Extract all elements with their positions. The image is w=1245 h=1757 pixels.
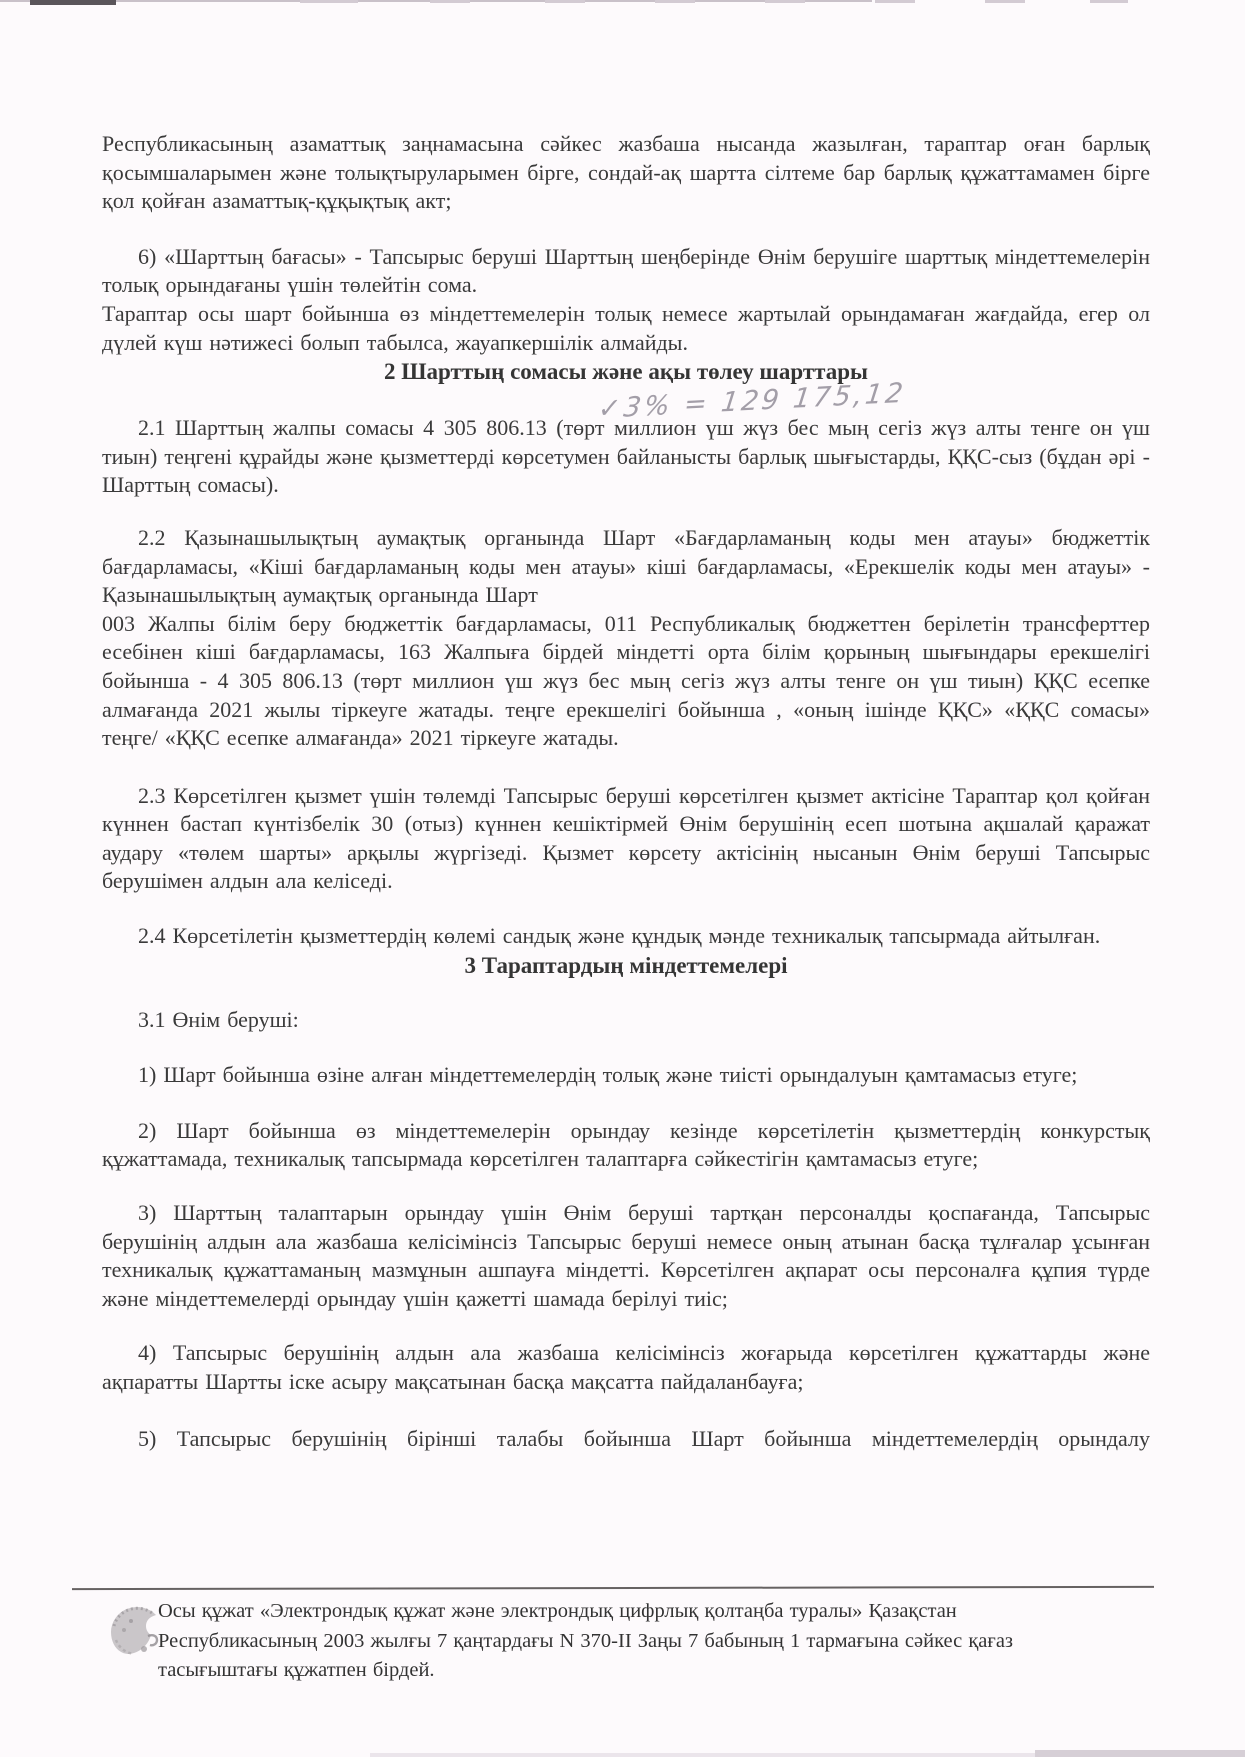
paragraph-obligation-4: 4) Тапсырыс берушінің алдын ала жазбаша келісімінсіз жоғарыда көрсетілген құжаттарды және ақпаратты Шартты іске асыру мақсатынан басқа мақсатта пайдаланбауға; [102,1340,1150,1394]
strike-through-line [72,1586,1154,1591]
paragraph-force-majeure: Тараптар осы шарт бойынша өз міндеттемелерін толық немесе жартылай орындамаған жағдайда, егер ол дүлей күш нәтижесі болып табылса, жауапкершілік алмайды. [102,300,1150,355]
paragraph-2-2-treasury-part2: 003 Жалпы білім беру бюджеттік бағдарламасы, 011 Республикалық бюджеттен берілетін трансферттер есебінен кіші бағдарламасы, 163 Жалпыға бірдей міндетті орта білім қорының шығындары ерекшелігі бойынша - 4 305 806.13 (төрт миллион үш жүз бес мың сегіз жүз алты тенге он үш тиын) ҚҚС есепке алмағанда 2021 жылы тіркеуге жатады. теңге ерекшелігі бойынша , «оның ішінде ҚҚС» «ҚҚС сомасы» теңге/ «ҚҚС есепке алмағанда» 2021 тіркеуге жатады. [102,610,1150,751]
section-heading-2-contract-sum: 2 Шарттың сомасы және ақы төлеу шарттары [384,359,868,385]
scan-artifact-bottom-right [1035,1750,1245,1757]
scan-artifact-bottom-smudge [370,1753,1035,1757]
section-heading-3-obligations: 3 Тараптардың міндеттемелері [464,952,788,978]
paragraph-obligation-5-struck: 5) Тапсырыс берушінің бірінші талабы бойынша Шарт бойынша міндеттемелердің орындалу [138,1425,1150,1451]
paragraph-obligation-3: 3) Шарттың талаптарын орындау үшін Өнім беруші тартқан персоналды қоспағанда, Тапсырыс берушінің алдын ала жазбаша келісімінсіз Тапсырыс беруші немесе оның атынан басқа тұлғалар ұсынған техникалық құжаттаманың мазмұнын ашпауға міндетті. Көрсетілген ақпарат осы персоналға құпия түрде және міндеттемелерді орындау үшін қажетті шамада берілуі тиіс; [102,1200,1150,1311]
document-body [102,0,1150,1453]
paragraph-2-3-payment-terms: 2.3 Көрсетілген қызмет үшін төлемді Тапсырыс беруші көрсетілген қызмет актісіне Тараптар қол қойған күннен бастап күнтізбелік 30 (отыз) күннен кешіктірмей Өнім берушінің есеп шотына ақшалай қаражат аудару «төлем шарты» арқылы жүргізеді. Қызмет көрсету актісінің нысанын Өнім беруші Тапсырыс берушімен алдын ала келіседі. [102,782,1150,894]
paragraph-3-1-supplier: 3.1 Өнім беруші: [138,1006,299,1032]
paragraph-obligation-2: 2) Шарт бойынша өз міндеттемелерін орындау кезінде көрсетілетін қызметтердің конкурстық құжаттамада, техникалық тапсырмада көрсетілген талаптарға сәйкестігін қамтамасыз етуге; [102,1117,1150,1172]
paragraph-2-4-volume: 2.4 Көрсетілетін қызметтердің көлемі сандық және құндық мәнде техникалық тапсырмада айтылған. [138,923,1101,949]
handwritten-annotation: ✓3% = 129 175,12 [596,377,908,425]
paragraph-2-1-total-sum: 2.1 Шарттың жалпы сомасы 4 305 806.13 (төрт миллион үш жүз бес мың сегіз жүз алты тенге он үш тиын) теңгені құрайды және қызметтерді көрсетумен байланысты барлық шығыстарды, ҚҚС-сыз (бұдан әрі - Шарттың сомасы). [102,415,1150,498]
paragraph-obligation-1: 1) Шарт бойынша өзіне алған міндеттемелердің толық және тиісті орындалуын қамтамасыз етуге; [138,1062,1078,1088]
paragraph-2-2-treasury-part1: 2.2 Қазынашылықтың аумақтық органында Шарт «Бағдарламаның коды мен атауы» бюджеттік бағдарламасы, «Кіші бағдарламаның коды мен атауы» кіші бағдарламасы, «Ерекшелік коды мен атауы» - Қазынашылықтың аумақтық органында Шарт [102,524,1150,608]
footer-note: Осы құжат «Электрондық құжат және электрондық цифрлық қолтаңба туралы» Қазақстан Республикасының 2003 жылғы 7 қаңтардағы N 370-II Заңы 7 бабының 1 тармағына сәйкес қағаз тасығыштағы құжатпен бірдей. [158,1600,1014,1681]
paragraph-intro: Республикасының азаматтық заңнамасына сәйкес жазбаша нысанда жазылған, тараптар оған барлық қосымшаларымен және толықтыруларымен бірге, сондай-ақ шартта сілтеме бар барлық құжаттамамен бірге қол қойған азаматтық-құқықтық акт; [102,131,1150,214]
paragraph-item6-contract-price: 6) «Шарттың бағасы» - Тапсырыс беруші Шарттың шеңберінде Өнім берушіге шарттық міндеттемелерін толық орындағаны үшін төлейтін сома. [102,243,1150,298]
